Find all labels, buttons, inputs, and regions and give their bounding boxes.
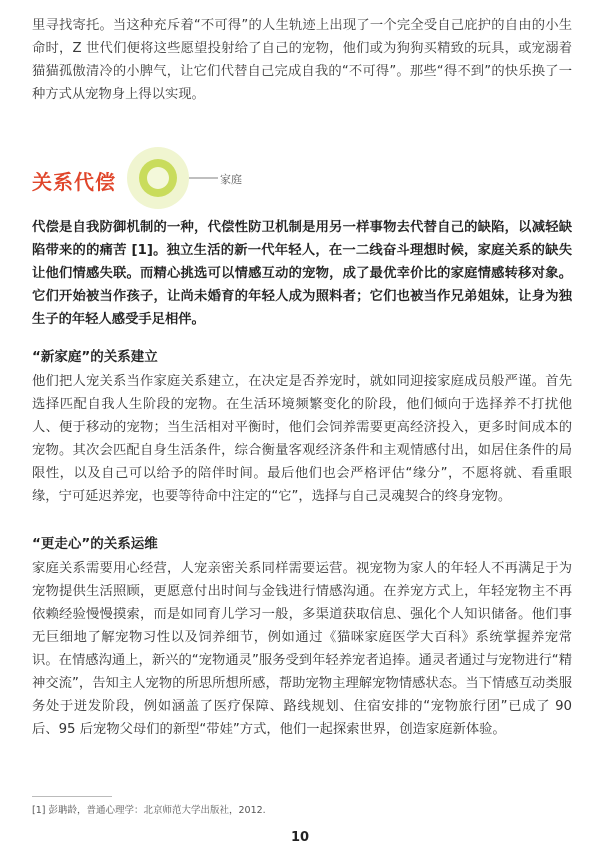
footnote-divider xyxy=(32,796,112,797)
subsection-body-relationship-maintenance: 家庭关系需要用心经营，人宠亲密关系同样需要运营。视宠物为家人的年轻人不再满足于为宠物提供生活照顾，更愿意付出时间与金钱进行情感沟通。在养宠方式上，年轻宠物主不再依赖经验慢慢摸索，而是如同育儿学习一般，多渠道获取信息、强化个人知识储备。他们事无巨细地了解宠物习性以及饲养细节，例如通过《猫咪家庭医学大百科》系统掌握养宠常识。在情感沟通上，新兴的“宠物通灵”服务受到年轻养宠者追捧。通灵者通过与宠物进行“精神交流”，告知主人宠物的所思所想所感，帮助宠物主理解宠物情感状态。当下情感互动类服务处于迸发阶段，例如涵盖了医疗保障、路线规划、住宿安排的“宠物旅行团”已成了 90 后、95 后宠物父母们的新型“带娃”方式，他们一起探索世界，创造家庭新体验。 xyxy=(32,561,572,737)
ring-inner xyxy=(147,167,169,189)
page-number: 10 xyxy=(290,830,310,845)
lead-paragraph: 代偿是自我防御机制的一种，代偿性防卫机制是用另一样事物去代替自己的缺陷，以减轻缺陷带来的的痛苦 [1]。独立生活的新一代年轻人，在一二线奋斗理想时候，家庭关系的缺失让他们情感失联。而精心挑选可以情感互动的宠物，成了最优幸价比的家庭情感转移对象。它们开始被当作孩子，让尚未婚育的年轻人成为照料者；它们也被当作兄弟姐妹，让身为独生子的年轻人感受手足相伴。 xyxy=(32,220,572,327)
subsection-title-relationship-maintenance: “更走心”的关系运维 xyxy=(32,536,158,552)
subsection-body-new-family: 他们把人宠关系当作家庭关系建立，在决定是否养宠时，就如同迎接家庭成员般严谨。首先选择匹配自我人生阶段的宠物。在生活环境频繁变化的阶段，他们倾向于选择养不打扰他人、便于移动的宠物；当生活相对平衡时，他们会饲养需要更高经济投入，更多时间成本的宠物。其次会匹配自身生活条件，综合衡量客观经济条件和主观情感付出，如居住条件的局限性，以及自己可以给予的陪伴时间。最后他们也会严格评估“缘分”，不愿将就、看重眼缘，宁可延迟养宠，也要等待命中注定的“它”，选择与自己灵魂契合的终身宠物。 xyxy=(32,374,572,504)
section-title: 关系代偿 xyxy=(32,170,116,194)
subsection-title-new-family: “新家庭”的关系建立 xyxy=(32,349,158,365)
intro-paragraph: 里寻找寄托。当这种充斥着“不可得”的人生轨迹上出现了一个完全受自己庇护的自由的小生命时，Z 世代们便将这些愿望投射给了自己的宠物，他们或为狗狗买精致的玩具，或宠溺着猫猫孤傲清冷的小脾气，让它们代替自己完成自我的“不可得”。那些“得不到”的快乐换了一种方式从宠物身上得以实现。 xyxy=(32,18,572,102)
footnote: [1] 彭聃龄，普通心理学：北京师范大学出版社，2012. xyxy=(32,805,266,816)
ring-label: 家庭 xyxy=(220,173,242,186)
ring-icon xyxy=(126,140,226,220)
